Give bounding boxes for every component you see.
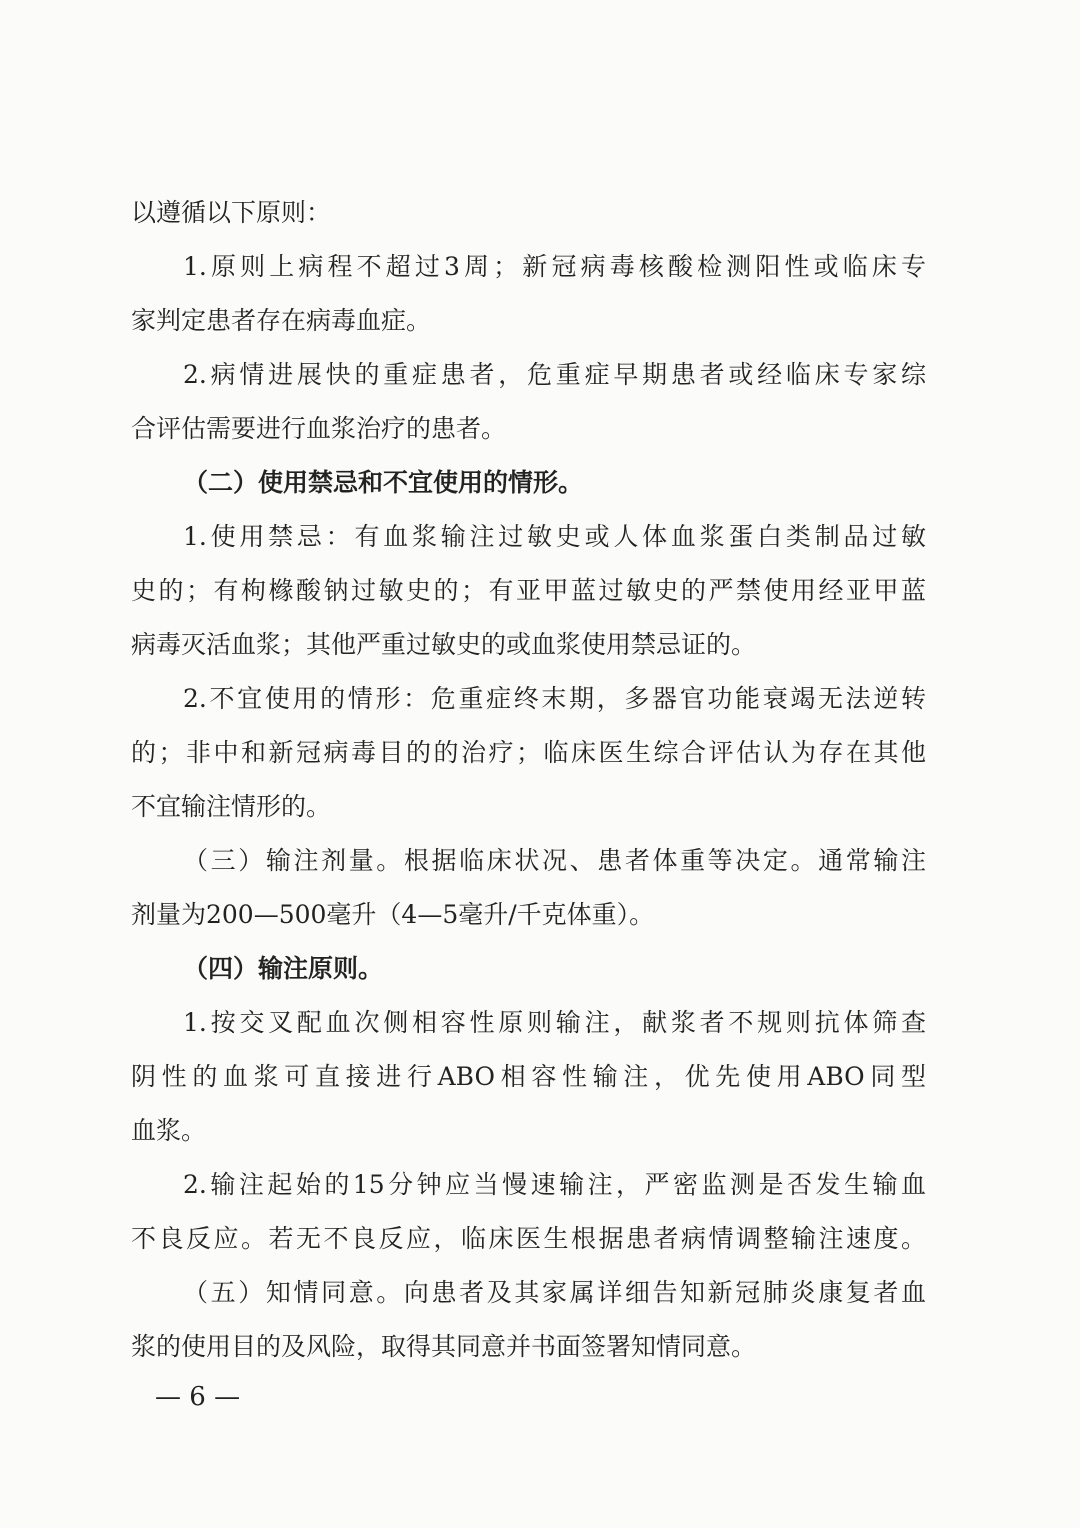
body-line: 合评估需要进行血浆治疗的患者。 <box>131 414 507 443</box>
body-line: 浆的使用目的及风险，取得其同意并书面签署知情同意。 <box>131 1332 757 1361</box>
body-line: 血浆。 <box>131 1116 207 1145</box>
body-line: 1.原则上病程不超过3周；新冠病毒核酸检测阳性或临床专 <box>183 252 926 281</box>
body-line: 1.按交叉配血次侧相容性原则输注，献浆者不规则抗体筛查 <box>183 1008 926 1037</box>
body-line: 阴性的血浆可直接进行ABO相容性输注，优先使用ABO同型 <box>131 1062 926 1091</box>
body-line: 病毒灭活血浆；其他严重过敏史的或血浆使用禁忌证的。 <box>131 630 757 659</box>
body-line: 2.病情进展快的重症患者，危重症早期患者或经临床专家综 <box>183 360 926 389</box>
body-line: 2.输注起始的15分钟应当慢速输注，严密监测是否发生输血 <box>183 1170 926 1199</box>
body-line: 1.使用禁忌：有血浆输注过敏史或人体血浆蛋白类制品过敏 <box>183 522 926 551</box>
body-line: 以遵循以下原则： <box>131 198 332 227</box>
page-number: — 6 — <box>155 1382 241 1412</box>
section-heading: （三）输注剂量。根据临床状况、患者体重等决定。通常输注 <box>183 846 926 875</box>
body-line: 2.不宜使用的情形：危重症终末期，多器官功能衰竭无法逆转 <box>183 684 926 713</box>
body-line: 家判定患者存在病毒血症。 <box>131 306 432 335</box>
body-line: 的；非中和新冠病毒目的的治疗；临床医生综合评估认为存在其他 <box>131 738 926 767</box>
section-heading: （二）使用禁忌和不宜使用的情形。 <box>183 468 584 497</box>
section-heading: （五）知情同意。向患者及其家属详细告知新冠肺炎康复者血 <box>183 1278 926 1307</box>
body-line: 不宜输注情形的。 <box>131 792 332 821</box>
section-heading: （四）输注原则。 <box>183 954 384 983</box>
body-line: 剂量为200—500毫升（4—5毫升/千克体重）。 <box>131 900 655 929</box>
body-line: 史的；有枸橼酸钠过敏史的；有亚甲蓝过敏史的严禁使用经亚甲蓝 <box>131 576 926 605</box>
body-line: 不良反应。若无不良反应，临床医生根据患者病情调整输注速度。 <box>131 1224 926 1253</box>
